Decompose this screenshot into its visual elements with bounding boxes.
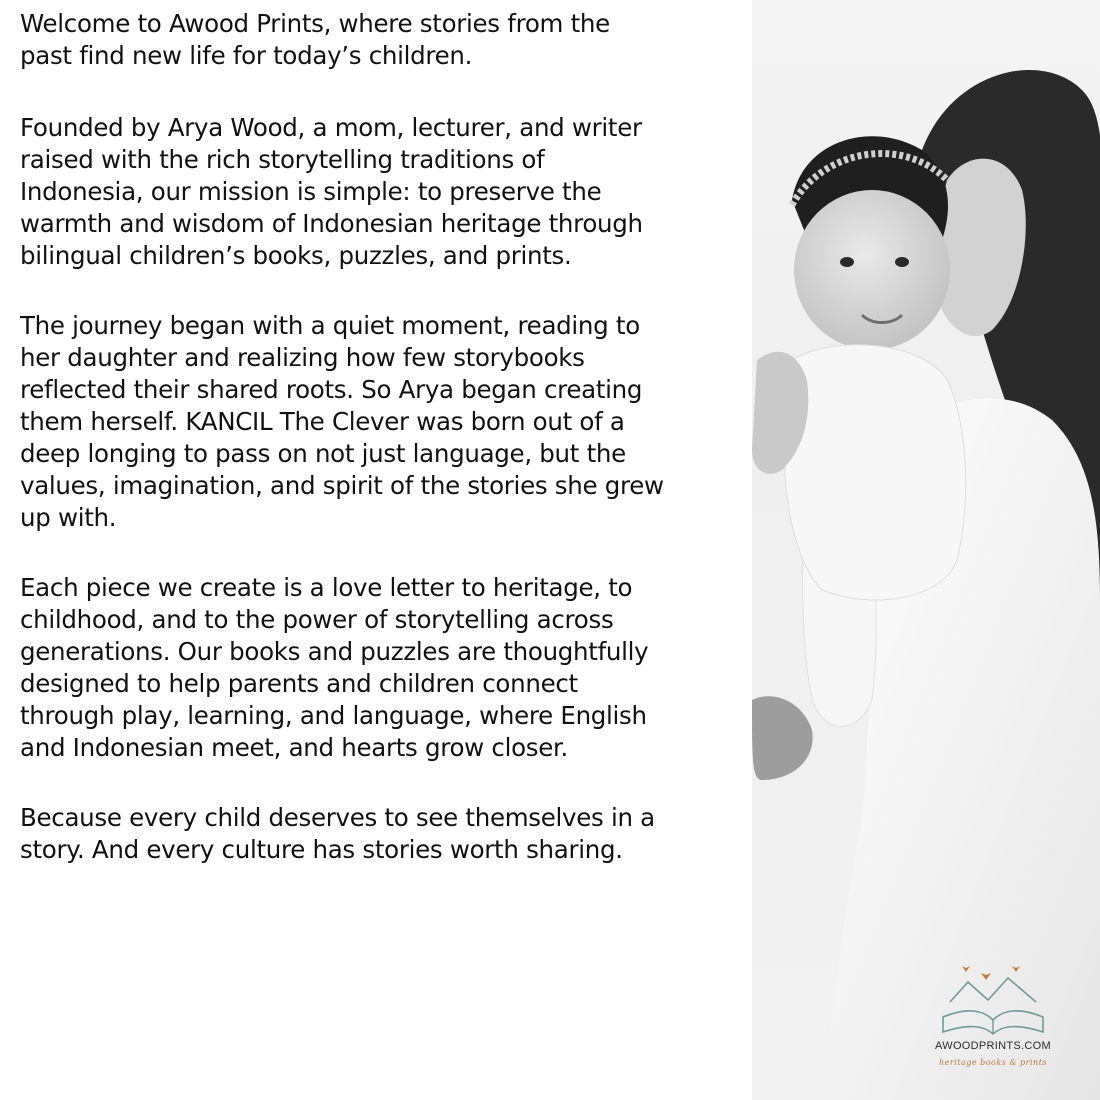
- mother-hand: [752, 696, 813, 780]
- photo-illustration: [752, 0, 1100, 1100]
- logo-site: AWOODPRINTS.COM: [935, 1040, 1051, 1052]
- paragraph-welcome: Welcome to Awood Prints, where stories from the past find new life for today’s children.: [20, 9, 610, 70]
- paragraph-founder: Founded by Arya Wood, a mom, lecturer, and writer raised with the rich storytelling traditions of Indonesia, our mission is simple: to preserve the warmth and wisdom of Indonesian heritage through bilingual children’s books, puzzles, and prints.: [20, 113, 643, 270]
- baby-dress: [784, 345, 966, 600]
- awoodprints-logo: [928, 962, 1058, 1082]
- paragraph-journey: The journey began with a quiet moment, reading to her daughter and realizing how few storybooks reflected their shared roots. So Arya began creating them herself. KANCIL The Clever was born out of a deep longing to pass on not just language, but the values, imagination, and spirit of the stories she grew up with.: [20, 311, 664, 532]
- paragraph-closing: Because every child deserves to see themselves in a story. And every culture has stories worth sharing.: [20, 803, 655, 864]
- open-book-butterflies-icon: [928, 962, 1058, 1042]
- paragraph-mission: Each piece we create is a love letter to heritage, to childhood, and to the power of storytelling across generations. Our books and puzzles are thoughtfully designed to help parents and children connect through play, learning, and language, where English and Indonesian meet, and hearts grow closer.: [20, 573, 649, 762]
- mother-baby-photo: [752, 0, 1100, 1100]
- baby-face: [794, 190, 950, 350]
- logo-tagline: heritage books & prints: [938, 1058, 1048, 1067]
